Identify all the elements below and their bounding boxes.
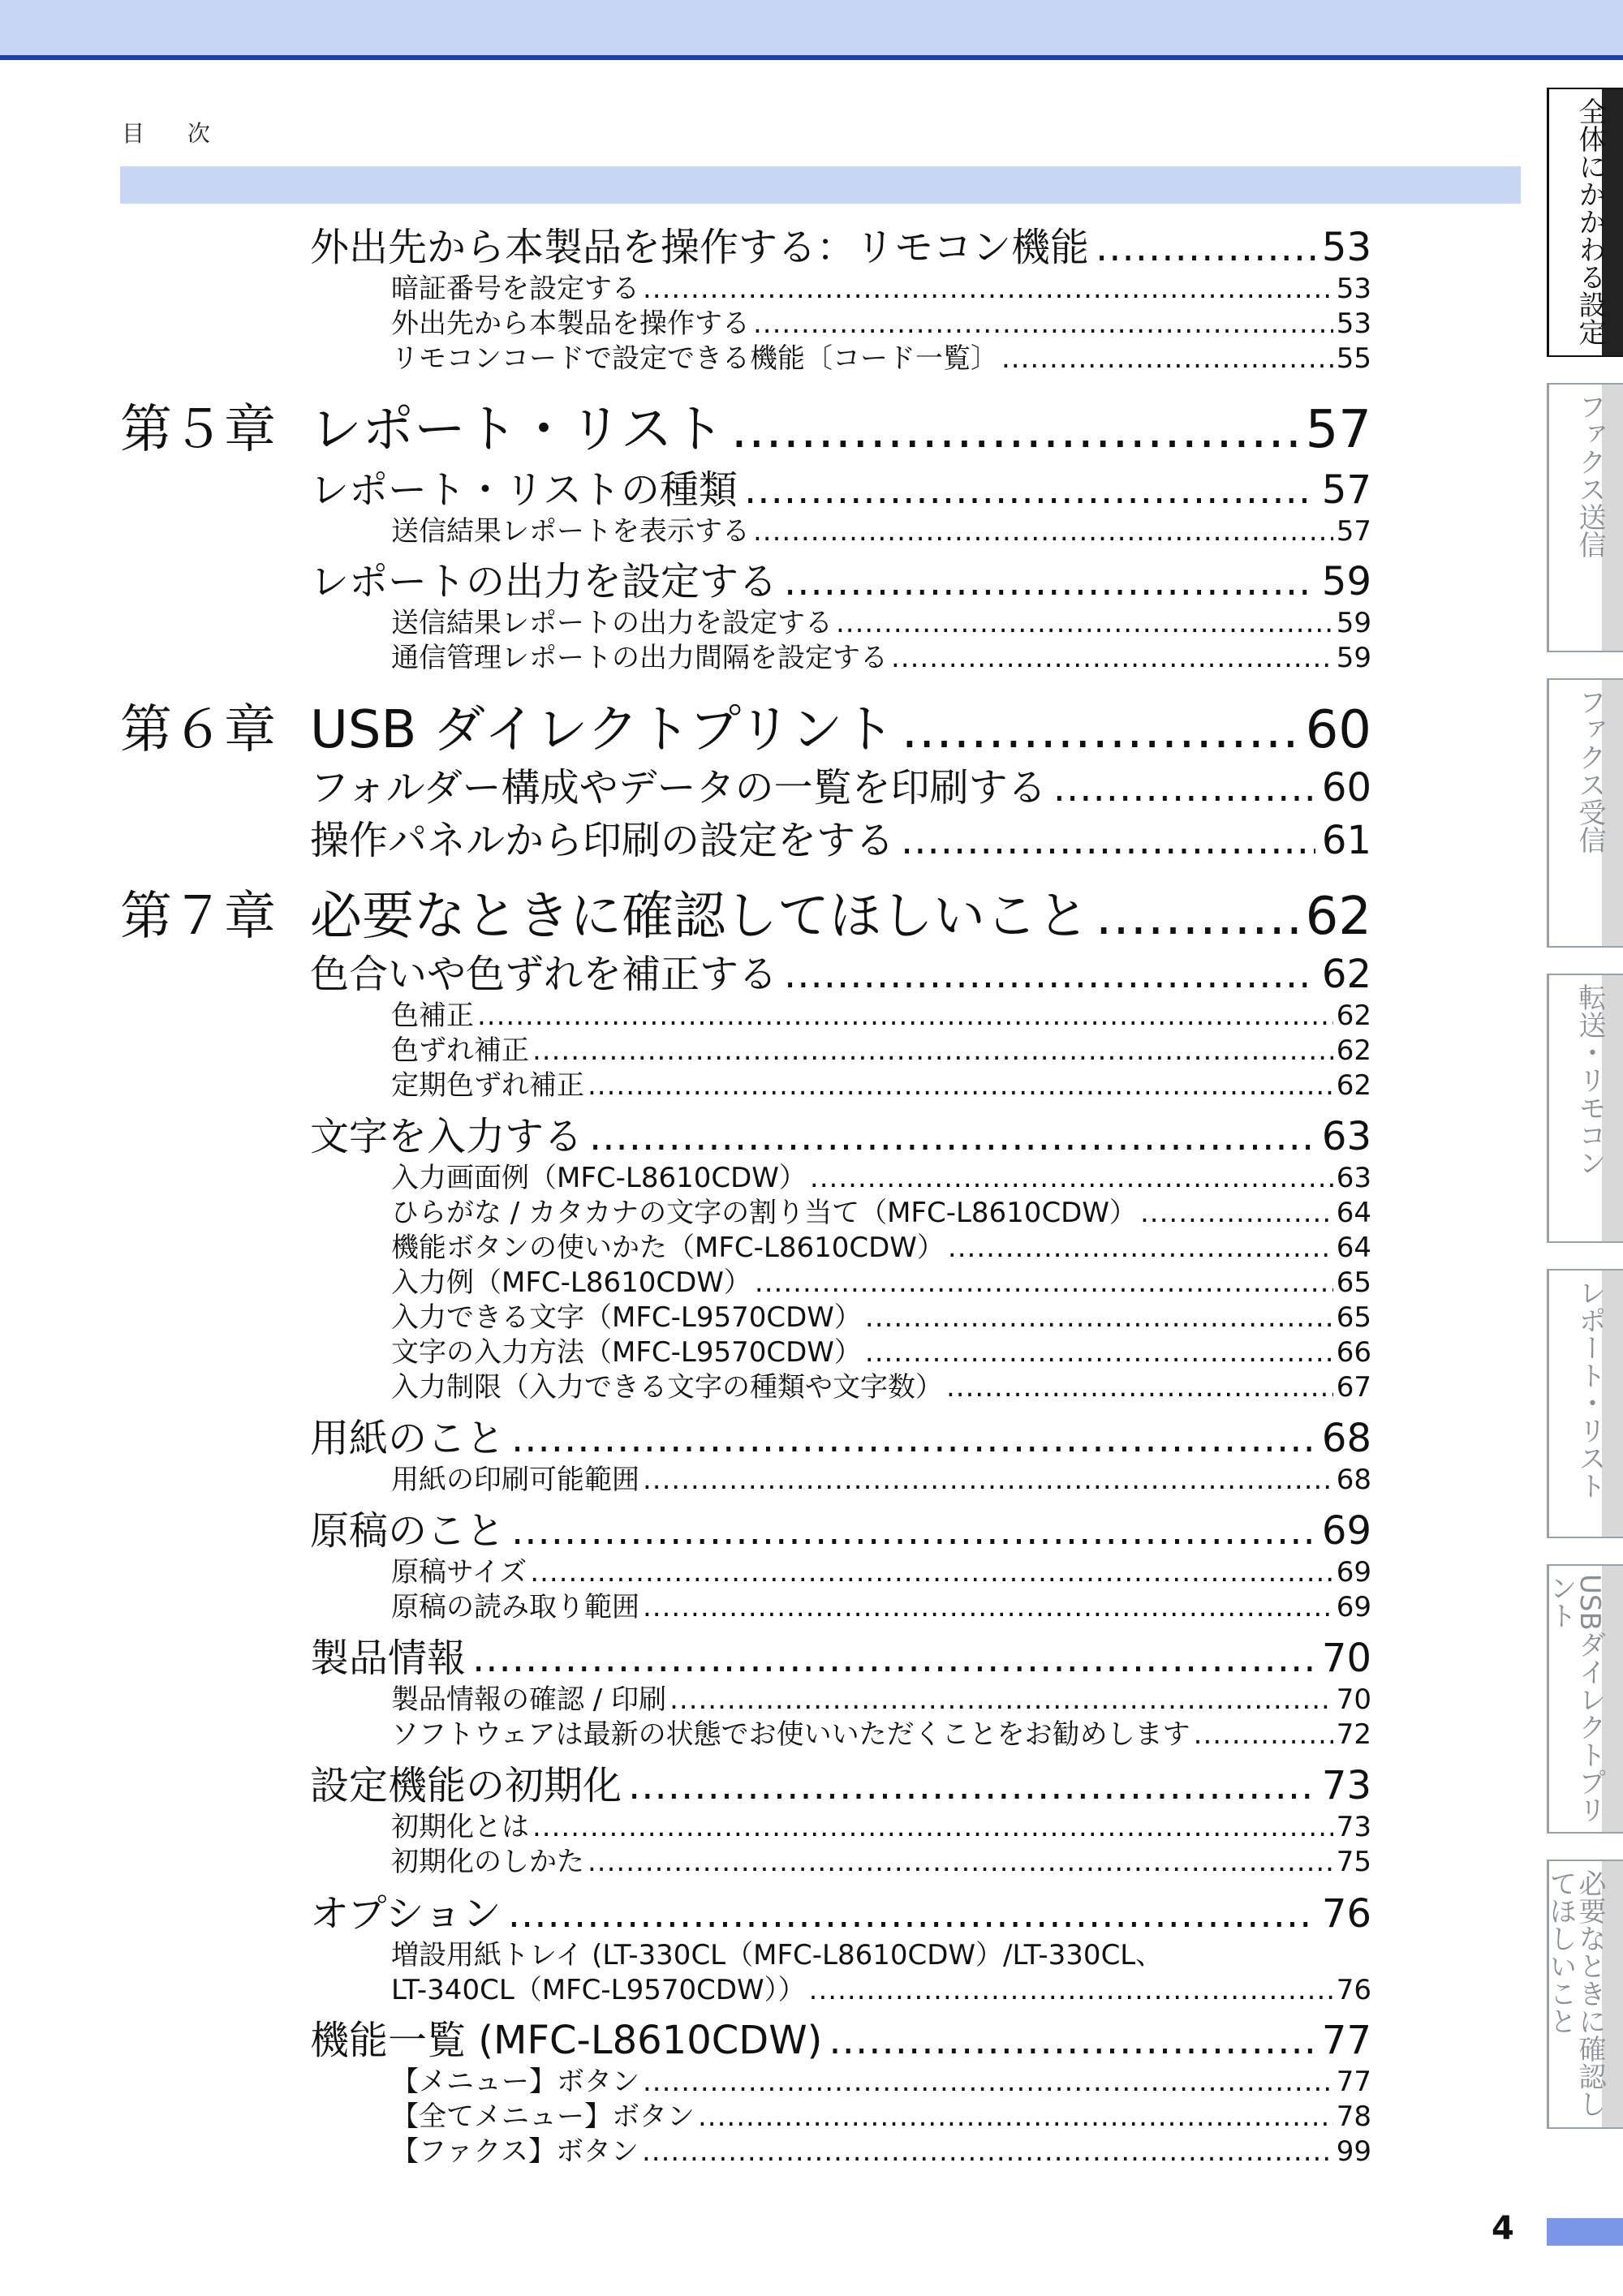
- toc-chapter[interactable]: 第５章 レポート・リスト ..... 57: [120, 388, 1371, 462]
- leader-dots: [530, 1556, 1332, 1589]
- toc-entry[interactable]: 通信管理レポートの出力間隔を設定する ..... 59: [391, 635, 1371, 675]
- toc-entry[interactable]: 色合いや色ずれを補正する ..... 62: [310, 943, 1371, 999]
- toc-chapter[interactable]: 第７章 必要なときに確認してほしいこと ..... 62: [120, 875, 1371, 949]
- page-ref: 53: [1336, 307, 1371, 340]
- toc-entry[interactable]: 文字を入力する ..... 63: [310, 1105, 1371, 1161]
- leader-dots: [1194, 1718, 1333, 1751]
- leader-dots: [901, 818, 1315, 863]
- leader-dots: [643, 1464, 1333, 1496]
- page-ref: 77: [1321, 2018, 1371, 2063]
- toc-entry[interactable]: 操作パネルから印刷の設定をする ..... 61: [310, 809, 1371, 865]
- toc-entry[interactable]: 送信結果レポートの出力を設定する ..... 59: [391, 600, 1371, 640]
- page-ref: 62: [1305, 887, 1371, 947]
- page-ref: 70: [1321, 1636, 1371, 1681]
- leader-dots: [511, 1416, 1315, 1461]
- page-ref: 69: [1321, 1508, 1371, 1554]
- page-ref: 76: [1321, 1891, 1371, 1937]
- tab-report-list[interactable]: レポート・リスト: [1547, 1269, 1623, 1538]
- leader-dots: [508, 1891, 1315, 1937]
- toc-entry[interactable]: 原稿サイズ ..... 69: [391, 1550, 1371, 1589]
- header-rule: [0, 55, 1623, 60]
- leader-dots: [643, 2066, 1333, 2098]
- leader-dots: [1096, 225, 1315, 270]
- toc-entry[interactable]: 色補正 ..... 62: [391, 993, 1371, 1033]
- toc-entry[interactable]: 原稿のこと ..... 69: [310, 1499, 1371, 1555]
- page-ref: 73: [1321, 1763, 1371, 1808]
- toc-top-bar: [120, 166, 1521, 204]
- page-ref: 72: [1336, 1718, 1371, 1751]
- page-ref: 64: [1336, 1197, 1371, 1229]
- leader-dots: [753, 515, 1333, 548]
- leader-dots: [836, 607, 1333, 639]
- tab-things-to-check[interactable]: 必要なときに確認してほしいこと: [1547, 1860, 1623, 2129]
- leader-dots: [809, 1974, 1333, 2006]
- toc-entry[interactable]: 機能ボタンの使いかた（MFC-L8610CDW） ..... 64: [391, 1225, 1371, 1265]
- page-ref: 73: [1336, 1811, 1371, 1843]
- leader-dots: [643, 273, 1333, 305]
- toc-entry[interactable]: レポートの出力を設定する ..... 59: [310, 550, 1371, 606]
- leader-dots: [532, 1034, 1333, 1067]
- toc-entry[interactable]: 製品情報の確認 / 印刷 ..... 70: [391, 1677, 1371, 1717]
- leader-dots: [472, 1636, 1315, 1681]
- page-ref: 78: [1336, 2100, 1371, 2133]
- page-ref: 65: [1336, 1266, 1371, 1299]
- toc-entry[interactable]: 暗証番号を設定する ..... 53: [391, 266, 1371, 306]
- page-ref: 57: [1321, 467, 1371, 513]
- leader-dots: [810, 1162, 1333, 1194]
- leader-dots: [532, 1811, 1333, 1843]
- page-ref: 64: [1336, 1232, 1371, 1264]
- chapter-number: 第７章: [120, 887, 276, 947]
- leader-dots: [744, 467, 1315, 513]
- tab-fax-send[interactable]: ファクス送信: [1547, 383, 1623, 652]
- page-ref: 63: [1321, 1114, 1371, 1159]
- page-ref: 59: [1336, 607, 1371, 639]
- chapter-number: 第５章: [120, 400, 276, 460]
- page-ref: 62: [1336, 1034, 1371, 1067]
- toc-entry[interactable]: 入力制限（入力できる文字の種類や文字数） ..... 67: [391, 1365, 1371, 1404]
- page-ref: 77: [1336, 2066, 1371, 2098]
- leader-dots: [946, 1371, 1333, 1404]
- page-ref: 62: [1336, 1069, 1371, 1102]
- toc-entry[interactable]: 【メニュー】ボタン ..... 77: [391, 2059, 1371, 2099]
- toc-entry[interactable]: 入力例（MFC-L8610CDW） ..... 65: [391, 1260, 1371, 1300]
- page-ref: 53: [1321, 225, 1371, 270]
- chapter-number: 第６章: [120, 700, 276, 760]
- page-ref: 99: [1336, 2135, 1371, 2168]
- leader-dots: [698, 2100, 1333, 2133]
- toc-entry[interactable]: 色ずれ補正 ..... 62: [391, 1028, 1371, 1068]
- toc-entry[interactable]: 【ファクス】ボタン ..... 99: [391, 2129, 1371, 2169]
- toc-entry[interactable]: 初期化とは ..... 73: [391, 1804, 1371, 1844]
- leader-dots: [669, 1683, 1333, 1716]
- page-ref: 61: [1321, 818, 1371, 863]
- page-ref: 69: [1336, 1556, 1371, 1589]
- toc-entry[interactable]: 入力できる文字（MFC-L9570CDW） ..... 65: [391, 1295, 1371, 1335]
- leader-dots: [1140, 1197, 1333, 1229]
- leader-dots: [642, 2135, 1333, 2168]
- tab-fax-receive[interactable]: ファクス受信: [1547, 678, 1623, 948]
- page-ref: 62: [1321, 952, 1371, 997]
- page-ref: 76: [1336, 1974, 1371, 2006]
- page-ref: 68: [1321, 1416, 1371, 1461]
- page-ref: 68: [1336, 1464, 1371, 1496]
- leader-dots: [829, 2018, 1315, 2063]
- tab-general-settings[interactable]: 全体にかかわる設定: [1547, 88, 1623, 357]
- toc-entry-line[interactable]: 増設用紙トレイ (LT-330CL（MFC-L8610CDW）/LT-330CL、: [391, 1939, 1164, 1971]
- tab-usb-direct-print[interactable]: USBダイレクトプリント: [1547, 1564, 1623, 1834]
- page-ref: 65: [1336, 1301, 1371, 1334]
- toc-entry[interactable]: オプション ..... 76: [310, 1882, 1371, 1938]
- page-ref: 75: [1336, 1846, 1371, 1878]
- leader-dots: [589, 1114, 1315, 1159]
- leader-dots: [588, 1069, 1333, 1102]
- leader-dots: [948, 1232, 1333, 1264]
- page-number-marker: [1547, 2218, 1623, 2246]
- page-ref: 66: [1336, 1336, 1371, 1369]
- page-ref: 55: [1336, 342, 1371, 375]
- leader-dots: [902, 700, 1299, 760]
- toc-entry[interactable]: 機能一覧 (MFC-L8610CDW) ..... 77: [310, 2009, 1371, 2065]
- toc-entry[interactable]: 用紙の印刷可能範囲 ..... 68: [391, 1457, 1371, 1497]
- page-number: 4: [1492, 2210, 1514, 2247]
- leader-dots: [588, 1846, 1333, 1878]
- page-ref: 59: [1336, 642, 1371, 674]
- toc-entry[interactable]: 定期色ずれ補正 ..... 62: [391, 1063, 1371, 1103]
- page-ref: 59: [1321, 559, 1371, 604]
- leader-dots: [643, 1591, 1333, 1623]
- leader-dots: [628, 1763, 1315, 1808]
- page-ref: 53: [1336, 273, 1371, 305]
- leader-dots: [865, 1301, 1333, 1334]
- tab-forward-remote[interactable]: 転送・リモコン: [1547, 974, 1623, 1243]
- leader-dots: [1001, 342, 1333, 375]
- toc-entry[interactable]: 入力画面例（MFC-L8610CDW） ..... 63: [391, 1155, 1371, 1195]
- leader-dots: [511, 1508, 1315, 1554]
- page-ref: 57: [1305, 400, 1371, 460]
- toc-entry[interactable]: 初期化のしかた ..... 75: [391, 1839, 1371, 1879]
- page-ref: 57: [1336, 515, 1371, 548]
- toc-entry[interactable]: 外出先から本製品を操作する：リモコン機能 ..... 53: [310, 216, 1371, 272]
- toc-entry[interactable]: 文字の入力方法（MFC-L9570CDW） ..... 66: [391, 1330, 1371, 1369]
- leader-dots: [731, 400, 1299, 460]
- leader-dots: [891, 642, 1333, 674]
- toc-entry[interactable]: 【全てメニュー】ボタン ..... 78: [391, 2094, 1371, 2134]
- toc-entry[interactable]: レポート・リストの種類 ..... 57: [310, 458, 1371, 514]
- page-ref: 70: [1336, 1683, 1371, 1716]
- page-ref: 62: [1336, 1000, 1371, 1032]
- toc-entry[interactable]: 用紙のこと ..... 68: [310, 1407, 1371, 1463]
- toc-chapter[interactable]: 第６章 USB ダイレクトプリント ..... 60: [120, 688, 1371, 763]
- toc-entry[interactable]: 外出先から本製品を操作する ..... 53: [391, 301, 1371, 341]
- leader-dots: [784, 559, 1315, 604]
- leader-dots: [784, 952, 1315, 997]
- page-header-label: 目 次: [122, 120, 228, 147]
- leader-dots: [753, 307, 1333, 340]
- page-ref: 69: [1336, 1591, 1371, 1623]
- leader-dots: [865, 1336, 1333, 1369]
- toc-entry[interactable]: 製品情報 ..... 70: [310, 1627, 1371, 1683]
- leader-dots: [1053, 765, 1315, 810]
- header-band: [0, 0, 1623, 55]
- toc-entry[interactable]: LT-340CL（MFC-L9570CDW）） ..... 76: [391, 1967, 1371, 2007]
- toc-entry[interactable]: ひらがな / カタカナの文字の割り当て（MFC-L8610CDW） ..... 64: [391, 1190, 1371, 1230]
- page-ref: 60: [1321, 765, 1371, 810]
- toc-entry[interactable]: 原稿の読み取り範囲 ..... 69: [391, 1584, 1371, 1624]
- page-ref: 60: [1305, 700, 1371, 760]
- leader-dots: [477, 1000, 1333, 1032]
- toc-entry[interactable]: 設定機能の初期化 ..... 73: [310, 1754, 1371, 1810]
- toc-entry[interactable]: ソフトウェアは最新の状態でお使いいただくことをお勧めします ..... 72: [391, 1712, 1371, 1752]
- leader-dots: [755, 1266, 1333, 1299]
- page-ref: 63: [1336, 1162, 1371, 1194]
- leader-dots: [1096, 887, 1299, 947]
- toc-entry[interactable]: フォルダー構成やデータの一覧を印刷する ..... 60: [310, 756, 1371, 812]
- page-ref: 67: [1336, 1371, 1371, 1404]
- toc-entry[interactable]: 送信結果レポートを表示する ..... 57: [391, 509, 1371, 548]
- toc-entry[interactable]: リモコンコードで設定できる機能〔コード一覧〕 ..... 55: [391, 336, 1371, 376]
